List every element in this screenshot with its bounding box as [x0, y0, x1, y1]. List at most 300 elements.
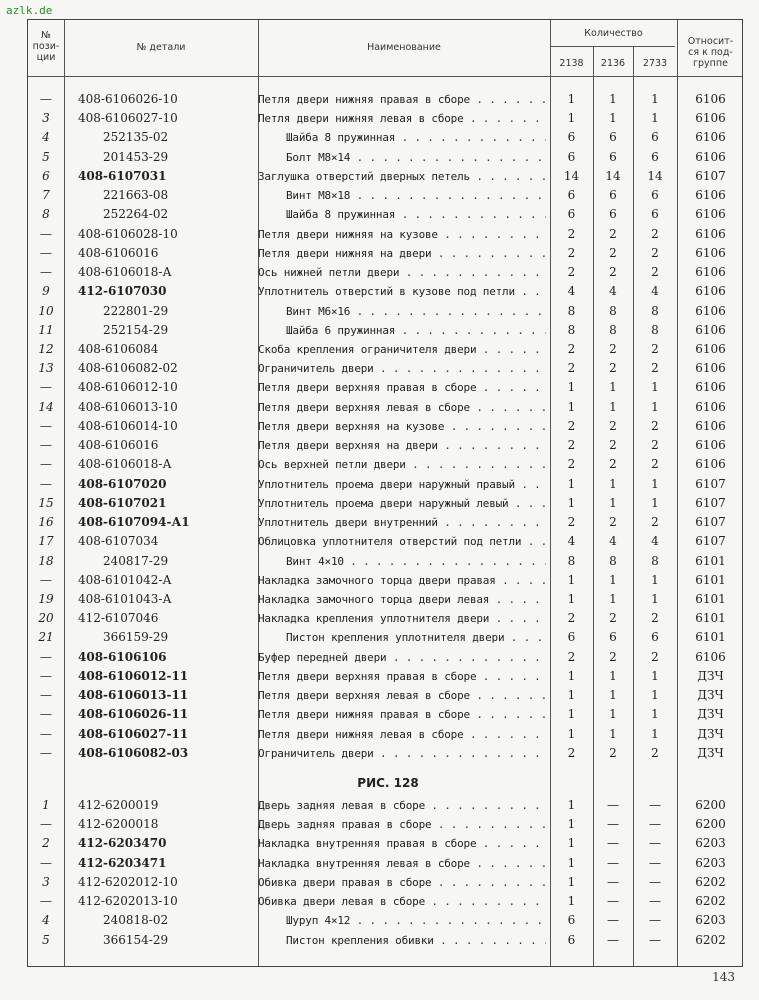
qty-2733: 2 — [651, 265, 659, 280]
qty-2138: 6 — [567, 207, 576, 222]
table-row — [28, 494, 744, 513]
part-number: 408-6107094-А1 — [78, 515, 190, 530]
qty-2136: 1 — [609, 399, 617, 414]
part-name: Петля двери верхняя правая в сборе . . . — [258, 378, 546, 397]
position-number: — — [40, 688, 52, 703]
qty-2138: 1 — [567, 855, 576, 870]
table-row — [28, 571, 744, 590]
part-number: 408-6106026-10 — [78, 92, 178, 106]
table-row — [28, 667, 744, 686]
table-row — [28, 475, 744, 494]
position-number: 21 — [38, 630, 54, 645]
position-number: 4 — [42, 913, 50, 928]
position-number: 19 — [38, 591, 54, 606]
part-number: 408-6106082-03 — [78, 745, 189, 760]
part-name: Накладка внутренняя левая в сборе . . . — [258, 854, 546, 873]
qty-2733: — — [649, 932, 661, 947]
position-number: — — [40, 745, 52, 760]
part-number: 408-6101043-А — [78, 591, 172, 606]
part-number: 412-6200018 — [78, 817, 159, 832]
table-row — [28, 340, 744, 359]
part-name: Винт М8×18 . . . — [286, 186, 546, 205]
part-number: 408-6106016 — [78, 438, 159, 453]
qty-2136: 6 — [609, 130, 617, 145]
qty-2136: 6 — [609, 630, 617, 645]
subgroup: 6106 — [695, 149, 726, 164]
position-number: — — [40, 226, 52, 241]
qty-2136: 1 — [609, 688, 617, 703]
watermark-text: azlk.de — [6, 4, 53, 17]
position-number: — — [40, 265, 52, 280]
part-name: Буфер передней двери . . . — [258, 648, 546, 667]
part-number: 408-6106016 — [78, 245, 159, 260]
qty-2138: 6 — [567, 913, 576, 928]
subgroup: ДЗЧ — [697, 726, 724, 741]
table-row — [28, 815, 744, 834]
part-name: Дверь задняя правая в сборе . . . — [258, 815, 546, 834]
qty-2733: 6 — [651, 188, 659, 203]
position-number: 16 — [38, 515, 54, 530]
qty-2733: 1 — [651, 572, 659, 587]
qty-2733: 2 — [651, 226, 659, 241]
qty-2138: 8 — [567, 322, 576, 337]
table-row — [28, 590, 744, 609]
subgroup: 6106 — [695, 245, 726, 260]
subgroup: 6200 — [695, 798, 726, 812]
qty-2733: — — [649, 836, 661, 851]
qty-2138: 1 — [567, 894, 576, 909]
part-number: 408-6106014-10 — [78, 418, 178, 433]
part-number: 408-6106026-11 — [78, 707, 189, 722]
subgroup: 6106 — [695, 418, 726, 433]
qty-2138: 2 — [567, 361, 576, 376]
qty-2733: 2 — [651, 361, 659, 376]
part-number: 408-6107020 — [78, 476, 167, 491]
part-number: 366159-29 — [103, 630, 169, 645]
qty-2136: — — [607, 894, 619, 909]
qty-2136: 6 — [609, 149, 617, 164]
part-name: Пистон крепления обивки . . . — [286, 931, 546, 950]
qty-2733: 1 — [651, 399, 659, 414]
position-number: 14 — [38, 399, 54, 414]
qty-2733: 2 — [651, 438, 659, 453]
qty-2138: 1 — [567, 572, 576, 587]
qty-2733: — — [649, 855, 661, 870]
qty-2138: 2 — [567, 418, 576, 433]
part-name: Петля двери нижняя на двери . . . — [258, 244, 546, 263]
subgroup: 6106 — [695, 265, 726, 280]
qty-2136: — — [607, 855, 619, 870]
part-number: 408-6106027-10 — [78, 111, 178, 126]
part-number: 366154-29 — [103, 932, 169, 947]
subgroup: 6101 — [695, 611, 726, 626]
qty-2136: 2 — [609, 745, 617, 760]
subgroup: 6202 — [695, 894, 726, 909]
qty-2136: 1 — [609, 92, 617, 106]
qty-2136: 2 — [609, 361, 617, 376]
subgroup: 6106 — [695, 111, 726, 126]
qty-2136: 2 — [609, 515, 617, 530]
header-bottom-rule — [28, 76, 742, 77]
part-name: Винт М6×16 . . . — [286, 302, 546, 321]
position-number: — — [40, 92, 52, 106]
qty-2138: 8 — [567, 303, 576, 318]
qty-2136: 2 — [609, 226, 617, 241]
part-number: 408-6106013-10 — [78, 399, 178, 414]
qty-2136: 2 — [609, 418, 617, 433]
subgroup: 6106 — [695, 130, 726, 145]
qty-2733: 6 — [651, 630, 659, 645]
table-row — [28, 128, 744, 147]
part-name: Петля двери верхняя левая в сборе . . . — [258, 686, 546, 705]
part-number: 408-6106027-11 — [78, 726, 189, 741]
table-row — [28, 378, 744, 397]
subgroup: 6101 — [695, 591, 726, 606]
part-number: 408-6106012-10 — [78, 380, 178, 395]
subgroup: 6101 — [695, 630, 726, 645]
qty-2733: — — [649, 913, 661, 928]
part-number: 408-6107034 — [78, 534, 159, 549]
table-row — [28, 552, 744, 571]
part-number: 240817-29 — [103, 553, 169, 568]
part-name: Шайба 8 пружинная . . . — [286, 205, 546, 224]
qty-2733: 2 — [651, 457, 659, 472]
qty-2136: 1 — [609, 591, 617, 606]
part-name: Облицовка уплотнителя отверстий под петли . . . — [258, 532, 546, 551]
position-number: — — [40, 245, 52, 260]
part-number: 408-6106082-02 — [78, 361, 178, 376]
subgroup: ДЗЧ — [697, 688, 724, 703]
part-number: 252135-02 — [103, 130, 169, 145]
subgroup: ДЗЧ — [697, 707, 724, 722]
qty-2136: 1 — [609, 707, 617, 722]
subgroup: 6107 — [695, 168, 726, 183]
qty-2733: 1 — [651, 495, 659, 510]
qty-2138: 1 — [567, 726, 576, 741]
table-row — [28, 225, 744, 244]
table-row — [28, 911, 744, 930]
qty-2138: 1 — [567, 668, 576, 683]
position-number: 8 — [42, 207, 50, 222]
position-number: 11 — [38, 322, 54, 337]
qty-2733: 1 — [651, 380, 659, 395]
part-name: Ось верхней петли двери . . . — [258, 455, 546, 474]
qty-2138: 1 — [567, 495, 576, 510]
position-number: — — [40, 894, 52, 909]
table-row — [28, 205, 744, 224]
qty-2733: 1 — [651, 688, 659, 703]
qty-2733: 2 — [651, 649, 659, 664]
subgroup: 6106 — [695, 303, 726, 318]
part-name: Уплотнитель двери внутренний . . . — [258, 513, 546, 532]
qty-2733: 6 — [651, 207, 659, 222]
header-qty-2136: 2136 — [600, 58, 626, 69]
qty-2733: 1 — [651, 476, 659, 491]
qty-2136: 2 — [609, 245, 617, 260]
table-row — [28, 854, 744, 873]
part-number: 408-6106013-11 — [78, 688, 189, 703]
position-number: 10 — [38, 303, 54, 318]
qty-2733: — — [649, 817, 661, 832]
qty-2733: 6 — [651, 149, 659, 164]
header-qty-2138: 2138 — [559, 58, 584, 69]
qty-2138: 14 — [563, 168, 580, 183]
table-row — [28, 417, 744, 436]
qty-2138: 1 — [567, 591, 576, 606]
part-name: Винт 4×10 . . . — [286, 552, 546, 571]
qty-2136: 1 — [609, 111, 617, 126]
subgroup: 6106 — [695, 457, 726, 472]
table-row — [28, 628, 744, 647]
qty-2138: 1 — [567, 111, 576, 126]
qty-2138: 2 — [567, 265, 576, 280]
part-name: Петля двери верхняя на двери . . . — [258, 436, 546, 455]
position-number: 6 — [42, 168, 50, 183]
table-row — [28, 513, 744, 532]
position-number: — — [40, 380, 52, 395]
position-number: 20 — [38, 611, 54, 626]
qty-2136: 2 — [609, 611, 617, 626]
position-number: 18 — [38, 553, 54, 568]
part-name: Накладка замочного торца двери левая . . . — [258, 590, 546, 609]
header-part-number: № детали — [136, 42, 186, 53]
qty-2138: 1 — [567, 688, 576, 703]
qty-2138: 1 — [567, 92, 576, 106]
qty-2136: 2 — [609, 649, 617, 664]
table-row — [28, 648, 744, 667]
qty-2138: 1 — [567, 798, 576, 812]
table-row — [28, 931, 744, 950]
qty-2733: — — [649, 894, 661, 909]
qty-2138: 2 — [567, 745, 576, 760]
position-number: 2 — [42, 836, 50, 851]
position-number: 13 — [38, 361, 54, 376]
part-number: 222801-29 — [103, 303, 169, 318]
table-row — [28, 834, 744, 853]
qty-2138: 2 — [567, 226, 576, 241]
qty-2138: 6 — [567, 188, 576, 203]
table-row — [28, 90, 744, 109]
part-number: 408-6106084 — [78, 341, 159, 356]
part-name: Обивка двери правая в сборе . . . — [258, 873, 546, 892]
qty-2733: 6 — [651, 130, 659, 145]
qty-2138: 2 — [567, 611, 576, 626]
part-name: Накладка замочного торца двери правая . . . — [258, 571, 546, 590]
part-name: Ограничитель двери . . . — [258, 744, 546, 763]
qty-2733: 2 — [651, 245, 659, 260]
table-row — [28, 532, 744, 551]
qty-2733: 2 — [651, 341, 659, 356]
qty-2136: 1 — [609, 668, 617, 683]
part-number: 412-6203470 — [78, 836, 167, 851]
subgroup: 6106 — [695, 226, 726, 241]
table-row — [28, 873, 744, 892]
part-name: Ограничитель двери . . . — [258, 359, 546, 378]
part-number: 252264-02 — [103, 207, 169, 222]
subgroup: 6106 — [695, 284, 726, 299]
qty-2138: 2 — [567, 438, 576, 453]
qty-2733: 8 — [651, 553, 659, 568]
part-name: Болт М8×14 . . . — [286, 148, 546, 167]
table-row — [28, 455, 744, 474]
qty-2136: 1 — [609, 572, 617, 587]
qty-2733: 4 — [651, 534, 659, 549]
subgroup: 6107 — [695, 495, 726, 510]
subgroup: 6203 — [695, 836, 726, 851]
qty-2138: 8 — [567, 553, 576, 568]
part-name: Накладка крепления уплотнителя двери . . . — [258, 609, 546, 628]
subgroup: 6200 — [695, 817, 726, 832]
subgroup: 6106 — [695, 207, 726, 222]
table-row — [28, 705, 744, 724]
qty-2733: 2 — [651, 418, 659, 433]
page-number: 143 — [712, 970, 735, 984]
qty-2136: 4 — [609, 284, 617, 299]
part-name: Уплотнитель отверстий в кузове под петли . . . — [258, 282, 546, 301]
qty-2138: 1 — [567, 874, 576, 889]
qty-2138: 2 — [567, 341, 576, 356]
table-row — [28, 609, 744, 628]
qty-header-rule — [550, 46, 675, 47]
part-name: Дверь задняя левая в сборе . . . — [258, 796, 546, 815]
qty-2138: 1 — [567, 707, 576, 722]
qty-2138: 4 — [567, 284, 576, 299]
qty-2733: 1 — [651, 668, 659, 683]
qty-2136: 1 — [609, 495, 617, 510]
position-number: 5 — [42, 149, 50, 164]
qty-2138: 4 — [567, 534, 576, 549]
subgroup: ДЗЧ — [697, 668, 724, 683]
qty-2733: 2 — [651, 515, 659, 530]
qty-2136: — — [607, 817, 619, 832]
subgroup: 6106 — [695, 92, 726, 106]
qty-2136: 1 — [609, 380, 617, 395]
part-name: Заглушка отверстий дверных петель . . . — [258, 167, 546, 186]
part-number: 240818-02 — [103, 913, 169, 928]
qty-2733: 2 — [651, 611, 659, 626]
qty-2136: — — [607, 913, 619, 928]
part-name: Петля двери верхняя правая в сборе . . . — [258, 667, 546, 686]
subgroup: 6106 — [695, 322, 726, 337]
header-qty-2733: 2733 — [642, 58, 668, 69]
qty-2136: 14 — [605, 168, 621, 183]
qty-2733: — — [649, 874, 661, 889]
part-name: Накладка внутренняя правая в сборе . . . — [258, 834, 546, 853]
table-row — [28, 398, 744, 417]
qty-2733: 1 — [651, 726, 659, 741]
qty-2138: 6 — [567, 130, 576, 145]
subgroup: 6106 — [695, 399, 726, 414]
part-number: 412-6107046 — [78, 611, 159, 626]
part-name: Шайба 6 пружинная . . . — [286, 321, 546, 340]
section-title: РИС. 128 — [357, 776, 419, 790]
part-number: 408-6107021 — [78, 495, 167, 510]
qty-2138: 6 — [567, 932, 576, 947]
subgroup: 6202 — [695, 932, 726, 947]
qty-2733: 1 — [651, 111, 659, 126]
position-number: — — [40, 817, 52, 832]
qty-2136: 8 — [609, 303, 617, 318]
subgroup: 6107 — [695, 476, 726, 491]
part-name: Ось нижней петли двери . . . — [258, 263, 546, 282]
qty-2138: 1 — [567, 476, 576, 491]
position-number: — — [40, 457, 52, 472]
qty-2136: 6 — [609, 207, 617, 222]
qty-2138: 2 — [567, 245, 576, 260]
qty-2138: 2 — [567, 649, 576, 664]
subgroup: 6101 — [695, 553, 726, 568]
qty-2136: 2 — [609, 438, 617, 453]
qty-2138: 2 — [567, 515, 576, 530]
table-row — [28, 244, 744, 263]
qty-2733: 14 — [647, 168, 663, 183]
header-name: Наименование — [367, 42, 441, 53]
header-quantity: Количество — [584, 28, 643, 39]
qty-2138: 1 — [567, 836, 576, 851]
position-number: — — [40, 438, 52, 453]
qty-2733: 1 — [651, 92, 659, 106]
position-number: 7 — [42, 188, 50, 203]
part-number: 412-6202013-10 — [78, 894, 178, 909]
qty-2733: 8 — [651, 303, 659, 318]
table-row — [28, 186, 744, 205]
position-number: — — [40, 418, 52, 433]
part-number: 201453-29 — [103, 149, 169, 164]
part-number: 412-6200019 — [78, 798, 159, 812]
table-row — [28, 263, 744, 282]
header-pos: № пози- ции — [32, 30, 60, 63]
part-name: Петля двери нижняя на кузове . . . — [258, 225, 546, 244]
part-name: Петля двери верхняя левая в сборе . . . — [258, 398, 546, 417]
qty-2733: — — [649, 798, 661, 812]
table-row — [28, 796, 744, 815]
position-number: — — [40, 726, 52, 741]
position-number: 17 — [38, 534, 54, 549]
table-row — [28, 725, 744, 744]
qty-2138: 2 — [567, 457, 576, 472]
table-row — [28, 892, 744, 911]
qty-2136: — — [607, 798, 619, 812]
part-number: 412-6202012-10 — [78, 874, 178, 889]
part-number: 408-6106028-10 — [78, 226, 178, 241]
table-row — [28, 436, 744, 455]
qty-2136: 4 — [609, 534, 617, 549]
part-number: 408-6107031 — [78, 168, 167, 183]
subgroup: 6106 — [695, 188, 726, 203]
part-number: 412-6203471 — [78, 855, 167, 870]
part-number: 408-6101042-А — [78, 572, 172, 587]
part-number: 408-6106106 — [78, 649, 167, 664]
part-number: 221663-08 — [103, 188, 169, 203]
qty-2136: — — [607, 874, 619, 889]
part-name: Уплотнитель проема двери наружный левый . . . — [258, 494, 546, 513]
part-number: 408-6106018-А — [78, 457, 172, 472]
part-name: Петля двери нижняя правая в сборе . . . — [258, 90, 546, 109]
table-row — [28, 744, 744, 763]
table-row — [28, 321, 744, 340]
part-number: 408-6106012-11 — [78, 668, 189, 683]
position-number: 4 — [42, 130, 50, 145]
part-number: 252154-29 — [103, 322, 169, 337]
table-row — [28, 686, 744, 705]
position-number: — — [40, 572, 52, 587]
position-number: 5 — [42, 932, 50, 947]
subgroup: 6107 — [695, 515, 726, 530]
table-row — [28, 282, 744, 301]
table-row — [28, 109, 744, 128]
position-number: 3 — [42, 874, 50, 889]
part-name: Пистон крепления уплотнителя двери . . . — [286, 628, 546, 647]
